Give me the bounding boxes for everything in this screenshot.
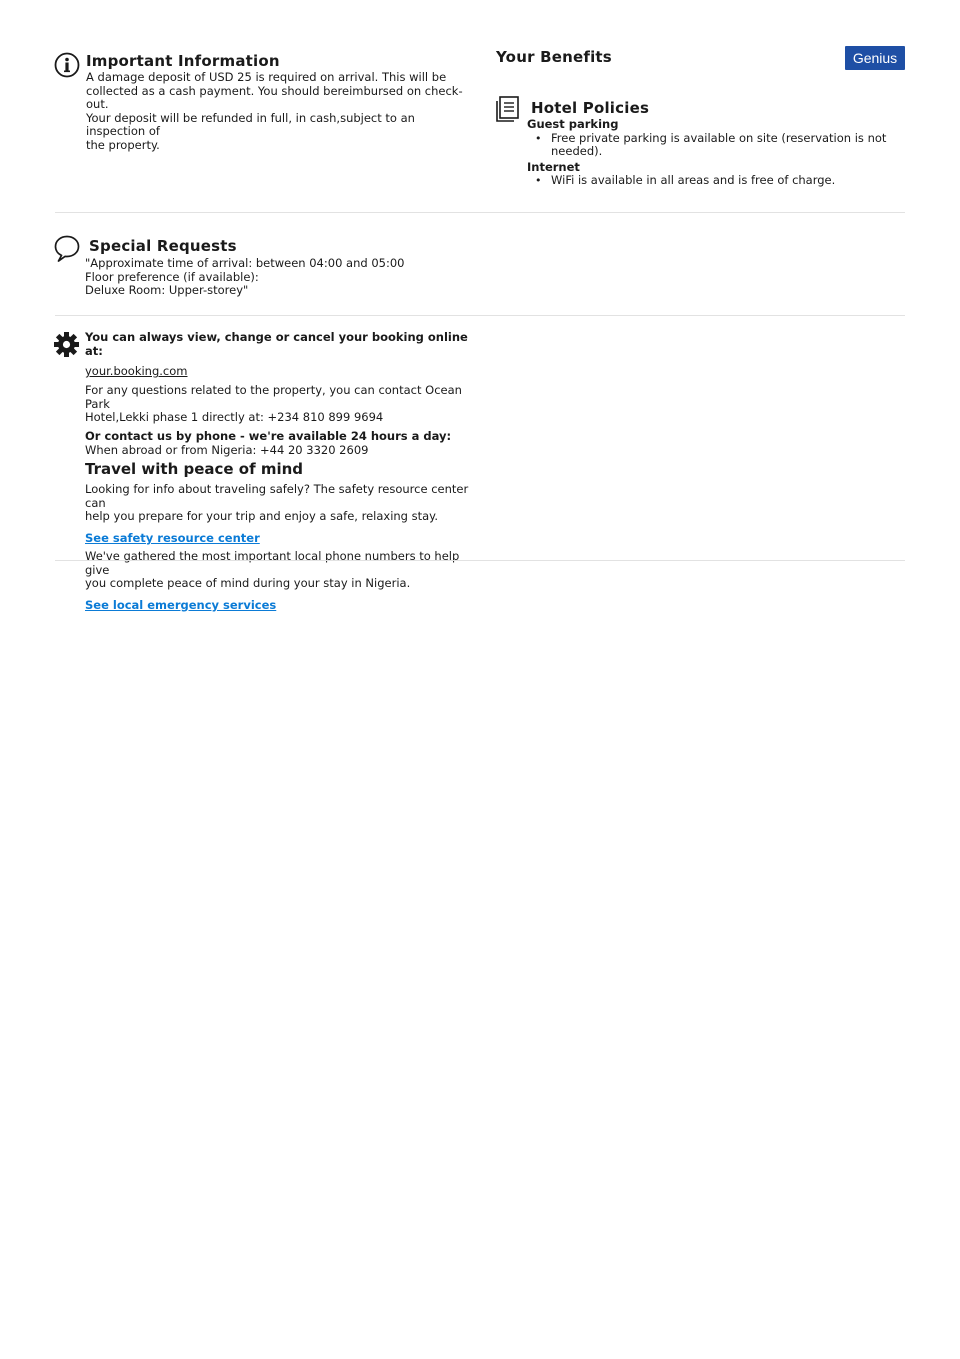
policy-item: • WiFi is available in all areas and is free of charge. (551, 174, 887, 188)
travel-paragraph (85, 550, 485, 591)
travel-line: help you prepare for your trip and enjoy a safe, relaxing stay. (85, 509, 439, 524)
important-info-line: the property. (86, 137, 160, 152)
important-info-line: Your deposit will be refunded in full, in cash,subject to an inspection of (86, 110, 415, 139)
important-info-text (86, 71, 476, 153)
travel-title: Travel with peace of mind (85, 460, 304, 479)
policy-group-label: Internet (527, 159, 580, 174)
important-info-title: Important Information (86, 52, 280, 70)
travel-line: you complete peace of mind during your stay in Nigeria. (85, 576, 411, 591)
contact-line: For any questions related to the property, you can contact Ocean Park (85, 383, 462, 411)
divider (55, 212, 905, 213)
speech-bubble-icon (54, 235, 80, 263)
special-requests-title: Special Requests (89, 237, 237, 255)
document-icon (496, 96, 520, 122)
booking-link[interactable]: your.booking.com (85, 364, 188, 379)
emergency-services-link[interactable]: See local emergency services (85, 597, 277, 612)
policy-items (527, 132, 887, 159)
contact-text (85, 384, 485, 425)
policy-item-text: Free private parking is available on site (reservation is not (551, 130, 887, 145)
genius-badge: Genius (845, 46, 905, 70)
policy-items (527, 174, 887, 188)
special-requests-text (85, 257, 475, 298)
hotel-policies-title: Hotel Policies (531, 99, 650, 117)
phone-line: When abroad or from Nigeria: +44 20 3320 2609 (85, 442, 369, 457)
manage-booking-heading: You can always view, change or cancel your booking online at: (85, 330, 468, 358)
phone-heading: Or contact us by phone - we're available 24 hours a day: (85, 428, 452, 443)
special-request-line: "Approximate time of arrival: between 04:00 and 05:00 (85, 256, 405, 270)
special-request-line: Deluxe Room: Upper-storey" (85, 283, 249, 298)
travel-line: Looking for info about traveling safely? The safety resource center can (85, 482, 469, 510)
policy-item (551, 132, 887, 159)
policy-group-label: Guest parking (527, 117, 619, 131)
important-info-line: A damage deposit of USD 25 is required on arrival. This will be (86, 70, 447, 84)
travel-paragraph (85, 483, 485, 524)
divider (55, 560, 905, 561)
manage-booking-section (85, 331, 485, 613)
info-icon (54, 52, 80, 78)
divider (55, 315, 905, 316)
important-info-line: collected as a cash payment. You should bereimbursed on check-out. (86, 83, 463, 112)
benefits-title: Your Benefits (496, 48, 612, 66)
safety-resource-link[interactable]: See safety resource center (85, 530, 260, 545)
contact-line: Hotel,Lekki phase 1 directly at: +234 810 899 9694 (85, 410, 384, 425)
policy-item-text: needed). (551, 144, 603, 159)
gear-icon (53, 331, 80, 358)
travel-line: We've gathered the most important local phone numbers to help give (85, 548, 460, 577)
special-request-line: Floor preference (if available): (85, 269, 259, 284)
hotel-policies-list (527, 118, 887, 188)
